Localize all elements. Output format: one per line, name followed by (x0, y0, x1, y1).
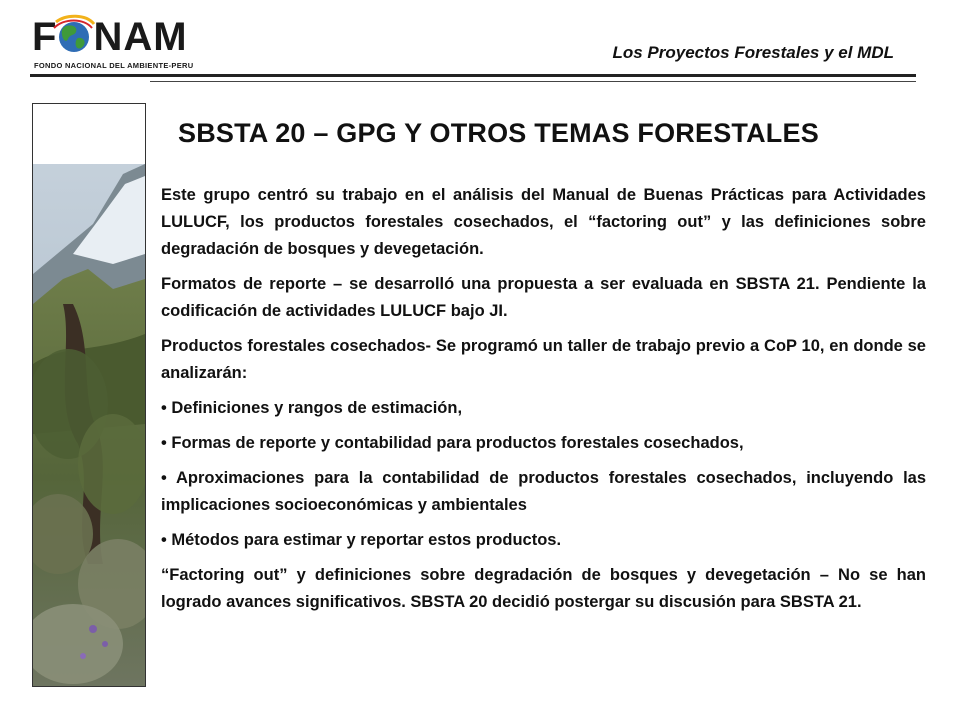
fonam-logo (30, 14, 194, 76)
paragraph-closing: “Factoring out” y definiciones sobre degradación de bosques y devegetación – No se han logrado avances significativos. SBSTA 20 decidió postergar su discusión para SBSTA 21. (161, 566, 926, 611)
slide-body (161, 182, 926, 624)
slide-title: SBSTA 20 – GPG Y OTROS TEMAS FORESTALES (178, 118, 819, 148)
bullet-item: • Aproximaciones para la contabilidad de productos forestales cosechados, incluyendo las implicaciones socioeconómicas y ambientales (161, 465, 926, 519)
bullet-item: • Formas de reporte y contabilidad para productos forestales cosechados, (161, 430, 926, 457)
presentation-title: Los Proyectos Forestales y el MDL (612, 43, 894, 62)
bullet-item: • Métodos para estimar y reportar estos productos. (161, 527, 926, 554)
paragraph-intro: Este grupo centró su trabajo en el análisis del Manual de Buenas Prácticas para Actividades LULUCF, los productos forestales cosechados, el “factoring out” y las definiciones sobre degradación de bosques y devegetación. (161, 186, 926, 258)
paragraph-formatos: Formatos de reporte – se desarrolló una propuesta a ser evaluada en SBSTA 21. Pendiente la codificación de actividades LULUCF bajo JI. (161, 275, 926, 320)
header-divider-thin (150, 81, 916, 82)
logo-subtitle: FONDO NACIONAL DEL AMBIENTE-PERU (34, 61, 194, 70)
mountain-forest-photo (32, 103, 146, 687)
bullet-item: • Definiciones y rangos de estimación, (161, 395, 926, 422)
header-divider (30, 74, 916, 77)
logo-wordmark: F NAM (32, 15, 188, 59)
paragraph-productos: Productos forestales cosechados- Se programó un taller de trabajo previo a CoP 10, en donde se analizarán: (161, 337, 926, 382)
